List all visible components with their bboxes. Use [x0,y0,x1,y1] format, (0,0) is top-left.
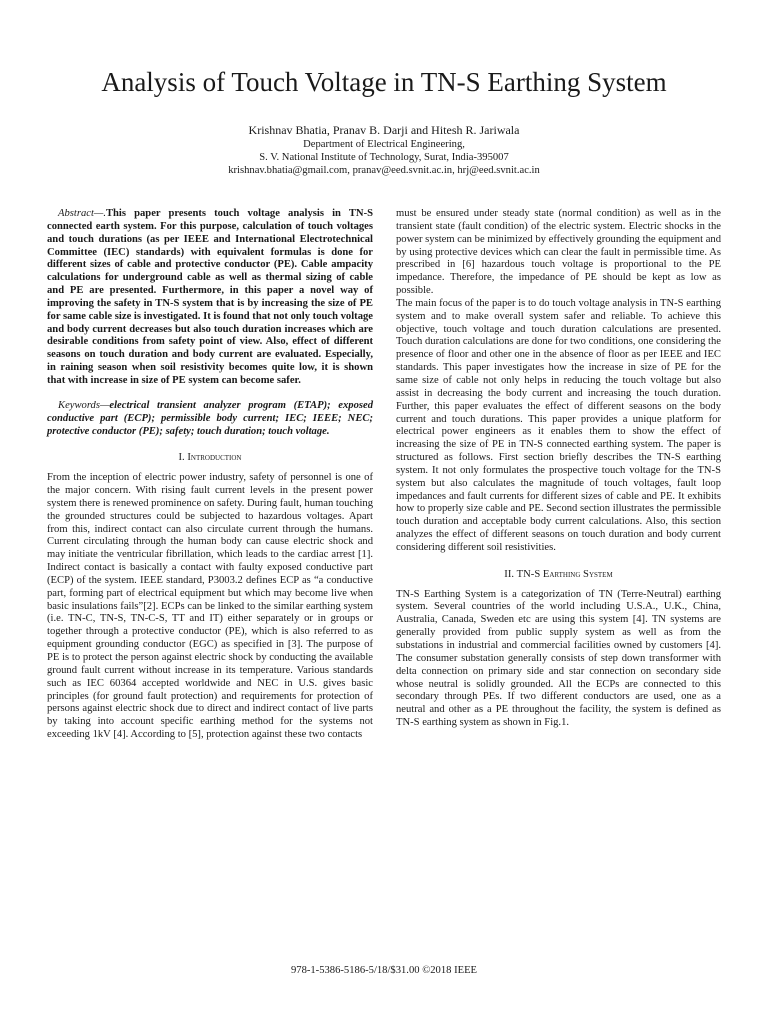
institute: S. V. National Institute of Technology, Surat, India-395007 [259,152,509,163]
section-heading-introduction [47,452,373,465]
keywords-label: Keywords— [58,399,110,411]
section-title: TN-S Earthing System [516,568,613,580]
department: Department of Electrical Engineering, [303,139,465,150]
body-paragraph: From the inception of electric power industry, safety of personnel is one of the major concern. With rising fault current levels in the present power system there is renewed prominence on safety. During fault, human touching the grounded structures could be subjected to hazardous voltages. Apart from this, indirect contact can also circulate current through the humans. Current circulating through the human body can cause electric shock and may initiate the ventricular fibrillation, which leads to the cardiac arrest [1]. Indirect contact is basically a contact with faulty exposed conductive part (ECP) of the system. IEEE standard, P3003.2 defines ECP as “a conductive part, forming part of electrical equipment but which may become live when basic insulations fails”[2]. ECPs can be linked to the similar earthing system (i.e. TN-C, TN-S, TN-C-S, TT and IT) either separately or in groups or together through a protective conductor (PE), which is also referred to as equipment grounding conductor (EGC) as specified in [3]. The purpose of PE is to protect the person against electric shock by conducting the available ground fault current without increase in its temperature. Various standards such as IEC 60364 accepted worldwide and NEC in U.S. gives basic principles (for ground fault protection) and requirements for protection of persons against electric shock due to direct and indirect contact of live parts by taking into account specific earthing method for the systems not exceeding 1kV [4]. According to [5], protection against these two contacts [47,472,373,741]
abstract-label: Abstract—. [58,208,106,219]
body-paragraph: The main focus of the paper is to do touch voltage analysis in TN-S earthing system and to make overall system safer and reliable. To achieve this objective, touch voltage and touch duration calculations are presented. Touch duration calculations are done for two conditions, one considering the presence of floor and other one in the absence of floor as per IEEE and IEC standards. This paper investigates how the increase in size of PE for the same size of cable not only helps in reducing the touch voltage but also assist in decreasing the body current and increasing the touch duration. Further, this paper evaluates the effect of different seasons on the body current and touch durations. This paper provides a unique platform for electrical power engineers as it enables them to show the effect of increasing the size of PE in TN-S connected earthing system. The paper is structured as follows. First section briefly describes the TN-S earthing system. It not only formulates the prospective touch voltage for the TN-S system but also calculates the magnitude of touch voltages, fault loop impedances and fault currents for different sizes of cable and PE. It exhibits how to properly size cable and PE. Second section illustrates the permissible touch duration and acceptable body current calculations. Also, this section analyzes the effect of different seasons on touch duration and body current considering different soil resistivities. [396,297,721,553]
author-emails: krishnav.bhatia@gmail.com, pranav@eed.svnit.ac.in, hrj@eed.svnit.ac.in [228,165,540,176]
section-number: I. [178,452,185,464]
left-column [47,208,373,742]
paper-title: Analysis of Touch Voltage in TN-S Earthing System [101,67,667,97]
author-names: Krishnav Bhatia, Pranav B. Darji and Hitesh R. Jariwala [248,123,520,137]
body-paragraph: must be ensured under steady state (normal condition) as well as in the transient state (fault condition) of the electric system. Electric shocks in the power system can be minimized by effectively grounding the equipment and by using protective devices which can clear the fault in permissible time. As prescribed in [6] hazardous touch voltage is proportional to the PE impedance. Therefore, the impedance of PE should be kept as low as possible. [396,208,721,297]
abstract [47,208,373,388]
abstract-text: This paper presents touch voltage analysis in TN-S connected earth system. For this purpose, calculation of touch voltages and touch durations (as per IEEE and International Electrotechnical Committee (IEC) standards) with equivalent formulas is done for different sizes of cable and protective conductor (PE). Cable ampacity calculations for underground cable as well as thermal sizing of cable and PE are presented. Furthermore, in this paper a novel way of improving the safety in TN-S system that is by increasing the size of PE for same cable size is investigated. It is found that not only touch voltage and body current decreases but also touch duration increases which are desirable conditions from safety point of view. Also, effect of different seasons on touch duration and body current are evaluated. Especially, in raining season when soil resistivity becomes quite low, it is shown that with increase in size of PE system can become safer. [47,208,373,386]
keywords [47,400,373,439]
author-block [0,122,768,177]
keywords-text: electrical transient analyzer program (ETAP); exposed conductive part (ECP); permissible body current; IEC; IEEE; NEC; protective conductor (PE); safety; touch duration; touch voltage. [47,399,373,437]
section-number: II. [504,568,515,580]
body-paragraph: TN-S Earthing System is a categorization of TN (Terre-Neutral) earthing system. Several countries of the world including U.S.A., U.K., China, Australia, Canada, Sweden etc are using this system [4]. TN systems are generally provided from public supply system as well as from the substations in industrial and commercial facilities owned by customers [4]. The consumer substation generally consists of step down transformer with delta connection on primary side and star connection on secondary side whose neutral is solidly grounded. All the ECPs are connected to this secondary through PEs. If two different conductors are used, one as a neutral and other as a PE throughout the facility, the system is defined as TN-S earthing system as shown in Fig.1. [396,588,721,729]
copyright-footer: 978-1-5386-5186-5/18/$31.00 ©2018 IEEE [290,965,478,976]
right-column [396,208,721,730]
section-title: Introduction [187,452,242,464]
section-heading-tn-s [396,569,721,582]
